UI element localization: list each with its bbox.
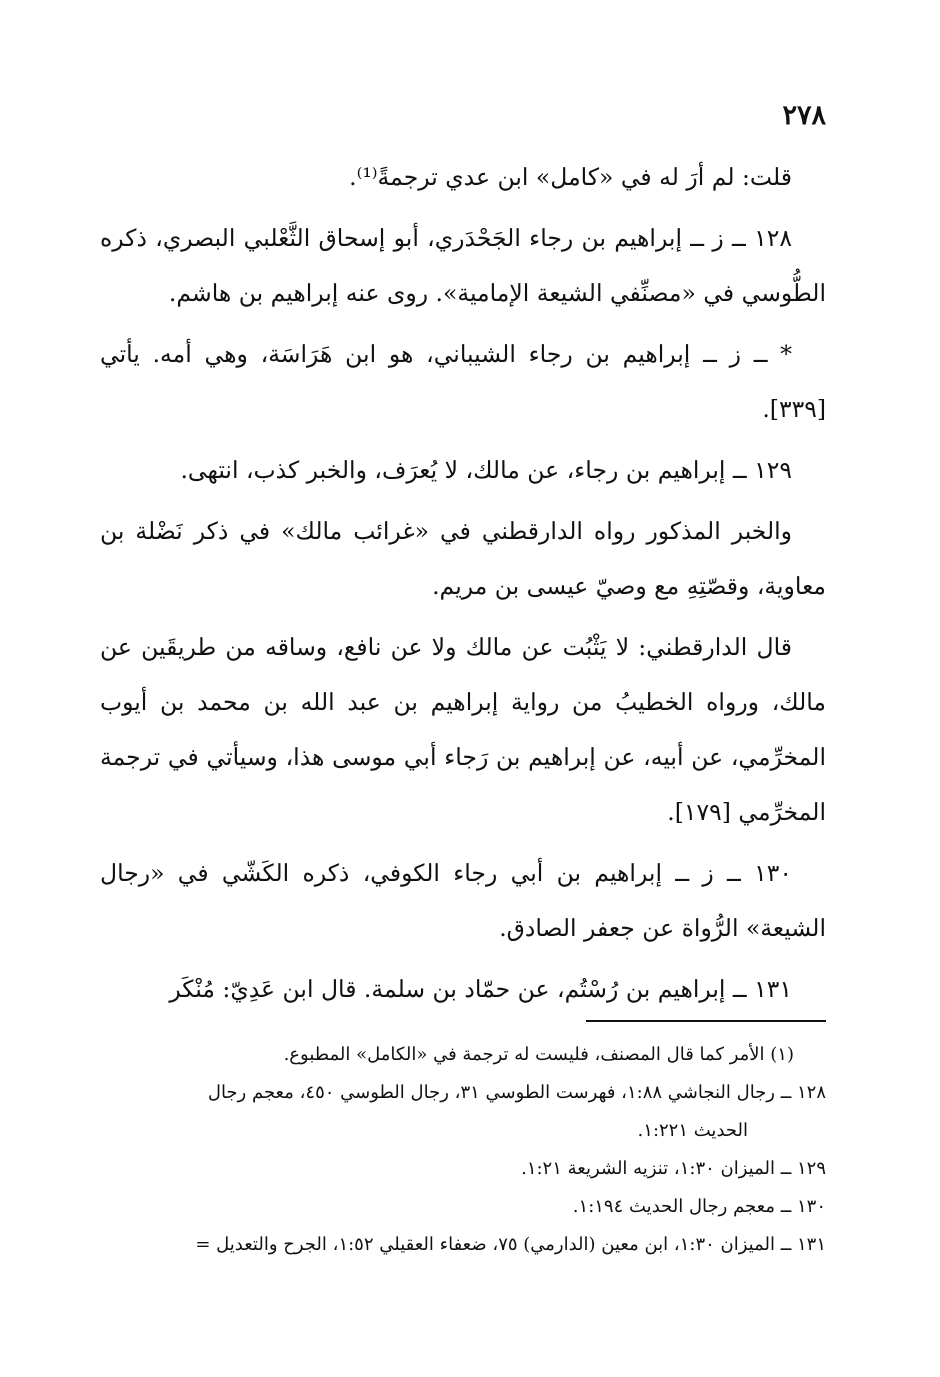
footnotes — [100, 1036, 826, 1264]
footnote-128: ١٢٨ ــ رجال النجاشي ١:٨٨، فهرست الطوسي ٣١، رجال الطوسي ٤٥٠، معجم رجال — [207, 1082, 826, 1103]
paragraph-note: قلت: لم أرَ له في «كامل» ابن عدي ترجمةً⁽¹⁾. — [349, 163, 792, 191]
entry-131: ١٣١ ــ إبراهيم بن رُسْتُم، عن حمّاد بن سلمة. قال ابن عَدِيّ: مُنْكَر — [169, 975, 792, 1003]
entry-cross-reference: * ــ ز ــ إبراهيم بن رجاء الشيباني، هو ابن هَرَاسَة، وهي أمه. يأتي [٣٣٩]. — [100, 340, 826, 423]
entry-128: ١٢٨ ــ ز ــ إبراهيم بن رجاء الجَحْدَري، أبو إسحاق الثَّعْلبي البصري، ذكره الطُّوسي في «مصنِّفي الشيعة الإمامية». روى عنه إبراهيم بن هاشم. — [100, 224, 826, 307]
entry-129: ١٢٩ ــ إبراهيم بن رجاء، عن مالك، لا يُعرَف، والخبر كذب، انتهى. — [180, 456, 792, 484]
entry-130: ١٣٠ ــ ز ــ إبراهيم بن أبي رجاء الكوفي، ذكره الكَشّي في «رجال الشيعة» الرُّواة عن جعفر الصادق. — [100, 859, 826, 942]
footnote-131: ١٣١ ــ الميزان ١:٣٠، ابن معين (الدارمي) ٧٥، ضعفاء العقيلي ١:٥٢، الجرح والتعديل = — [195, 1234, 826, 1255]
footnote-130: ١٣٠ ــ معجم رجال الحديث ١:١٩٤. — [572, 1196, 826, 1217]
paragraph-daraqutni: قال الدارقطني: لا يَثْبُت عن مالك ولا عن نافع، وساقه من طريقَين عن مالك، ورواه الخطيبُ من رواية إبراهيم بن عبد الله بن محمد بن أيوب المخرِّمي، عن أبيه، عن إبراهيم بن رَجاء أبي موسى هذا، وسيأتي في ترجمة المخرِّمي [١٧٩]. — [100, 633, 826, 826]
footnote-128-continued: الحديث ١:٢٢١. — [637, 1120, 748, 1141]
footnote-divider — [586, 1020, 826, 1022]
paragraph-khabar: والخبر المذكور رواه الدارقطني في «غرائب مالك» في ذكر نَضْلة بن معاوية، وقصّتِهِ مع وصيّ عيسى بن مريم. — [100, 517, 826, 600]
footnote-1: (١) الأمر كما قال المصنف، فليست له ترجمة في «الكامل» المطبوع. — [283, 1044, 794, 1065]
footnote-129: ١٢٩ ــ الميزان ١:٣٠، تنزيه الشريعة ١:٢١. — [521, 1158, 826, 1179]
page-number: ٢٧٨ — [782, 100, 826, 131]
main-text — [100, 150, 826, 1023]
